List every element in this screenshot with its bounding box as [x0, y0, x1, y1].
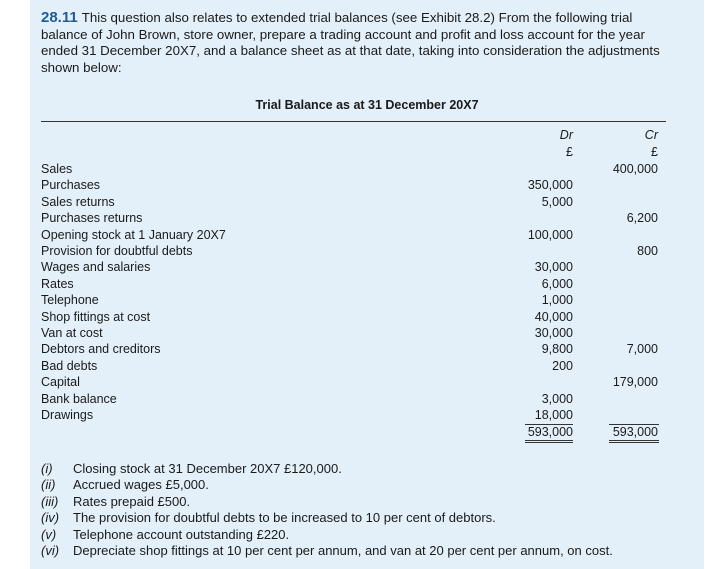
total-cr: 593,000	[612, 425, 658, 439]
row-label: Wages and salaries	[41, 260, 151, 275]
dr-total-double-rule	[525, 440, 573, 443]
table-row	[41, 374, 666, 390]
adjustment-number: (v)	[41, 526, 57, 542]
row-label: Van at cost	[41, 326, 103, 340]
adjustment-number: (i)	[41, 461, 53, 476]
adjustment-text: Accrued wages £5,000.	[73, 477, 209, 493]
cr-heading: Cr	[644, 128, 658, 142]
total-dr: 593,000	[527, 425, 573, 439]
row-label: Bad debts	[41, 358, 98, 373]
adjustment-number: (ii)	[41, 477, 56, 493]
adjustment-number: (iii)	[41, 493, 59, 509]
adjustments-list	[41, 461, 681, 559]
table-row	[41, 407, 666, 423]
question-block	[41, 10, 681, 76]
row-label: Sales returns	[41, 194, 115, 209]
question-number: 28.11	[41, 9, 78, 26]
row-label: Debtors and creditors	[41, 342, 161, 357]
row-label: Rates	[41, 276, 74, 291]
table-top-rule	[41, 121, 666, 122]
row-cr-value: 7,000	[626, 342, 658, 357]
row-label: Purchases returns	[41, 211, 143, 226]
cr-total-double-rule	[609, 440, 659, 443]
row-cr-value: 800	[637, 244, 658, 258]
row-dr-value: 30,000	[534, 260, 573, 275]
row-dr-value: 1,000	[541, 293, 573, 308]
row-cr-value: 179,000	[612, 375, 658, 390]
row-label: Opening stock at 1 January 20X7	[41, 227, 226, 242]
trial-balance-title: Trial Balance as at 31 December 20X7	[255, 98, 479, 112]
adjustment-item	[41, 527, 681, 543]
adjustment-item	[41, 510, 681, 526]
table-row	[41, 259, 666, 275]
adjustment-text: Telephone account outstanding £220.	[73, 526, 290, 542]
table-row	[41, 210, 666, 226]
row-dr-value: 3,000	[541, 391, 573, 406]
table-row	[41, 243, 666, 259]
row-dr-value: 30,000	[534, 326, 573, 340]
row-dr-value: 200	[552, 358, 573, 373]
row-label: Drawings	[41, 408, 94, 422]
row-dr-value: 100,000	[527, 227, 573, 242]
table-row	[41, 341, 666, 357]
row-dr-value: 350,000	[527, 178, 573, 193]
table-row	[41, 292, 666, 308]
adjustment-text: Rates prepaid £500.	[73, 493, 191, 509]
table-row	[41, 177, 666, 193]
row-label: Purchases	[41, 178, 101, 193]
table-row	[41, 194, 666, 210]
dr-heading: Dr	[559, 128, 573, 142]
row-cr-value: 6,200	[626, 211, 658, 226]
adjustment-number: (iv)	[41, 510, 60, 526]
table-row	[41, 391, 666, 407]
table-row	[41, 309, 666, 325]
table-row	[41, 358, 666, 374]
row-cr-value: 400,000	[612, 162, 658, 176]
row-dr-value: 40,000	[534, 309, 573, 324]
adjustment-text: Closing stock at 31 December 20X7 £120,000.	[73, 461, 342, 476]
row-label: Shop fittings at cost	[41, 309, 151, 324]
table-row	[41, 276, 666, 292]
question-text: This question also relates to extended trial balances (see Exhibit 28.2) From the following trial balance of John Brown, store owner, prepare a trading account and profit and loss account for the year ended 31 December 20X7, and a balance sheet as at that date, taking into consideration the adjustments shown below:	[41, 10, 660, 75]
row-label: Sales	[41, 162, 73, 176]
dr-unit: £	[566, 145, 573, 159]
adjustment-item	[41, 461, 681, 477]
table-row	[41, 161, 666, 177]
adjustment-number: (vi)	[41, 543, 60, 559]
row-dr-value: 6,000	[541, 276, 573, 291]
adjustment-item	[41, 494, 681, 510]
table-row	[41, 227, 666, 243]
row-dr-value: 18,000	[534, 408, 573, 422]
row-label: Provision for doubtful debts	[41, 244, 193, 258]
adjustment-item	[41, 477, 681, 493]
row-dr-value: 5,000	[541, 194, 573, 209]
adjustment-text: The provision for doubtful debts to be increased to 10 per cent of debtors.	[73, 510, 496, 526]
table-row	[41, 325, 666, 341]
row-dr-value: 9,800	[541, 342, 573, 357]
row-label: Bank balance	[41, 391, 117, 406]
row-label: Telephone	[41, 293, 99, 308]
cr-unit: £	[651, 145, 658, 159]
adjustment-text: Depreciate shop fittings at 10 per cent per annum, and van at 20 per cent per annum, on cost.	[73, 543, 613, 559]
adjustment-item	[41, 543, 681, 559]
row-label: Capital	[41, 375, 80, 390]
